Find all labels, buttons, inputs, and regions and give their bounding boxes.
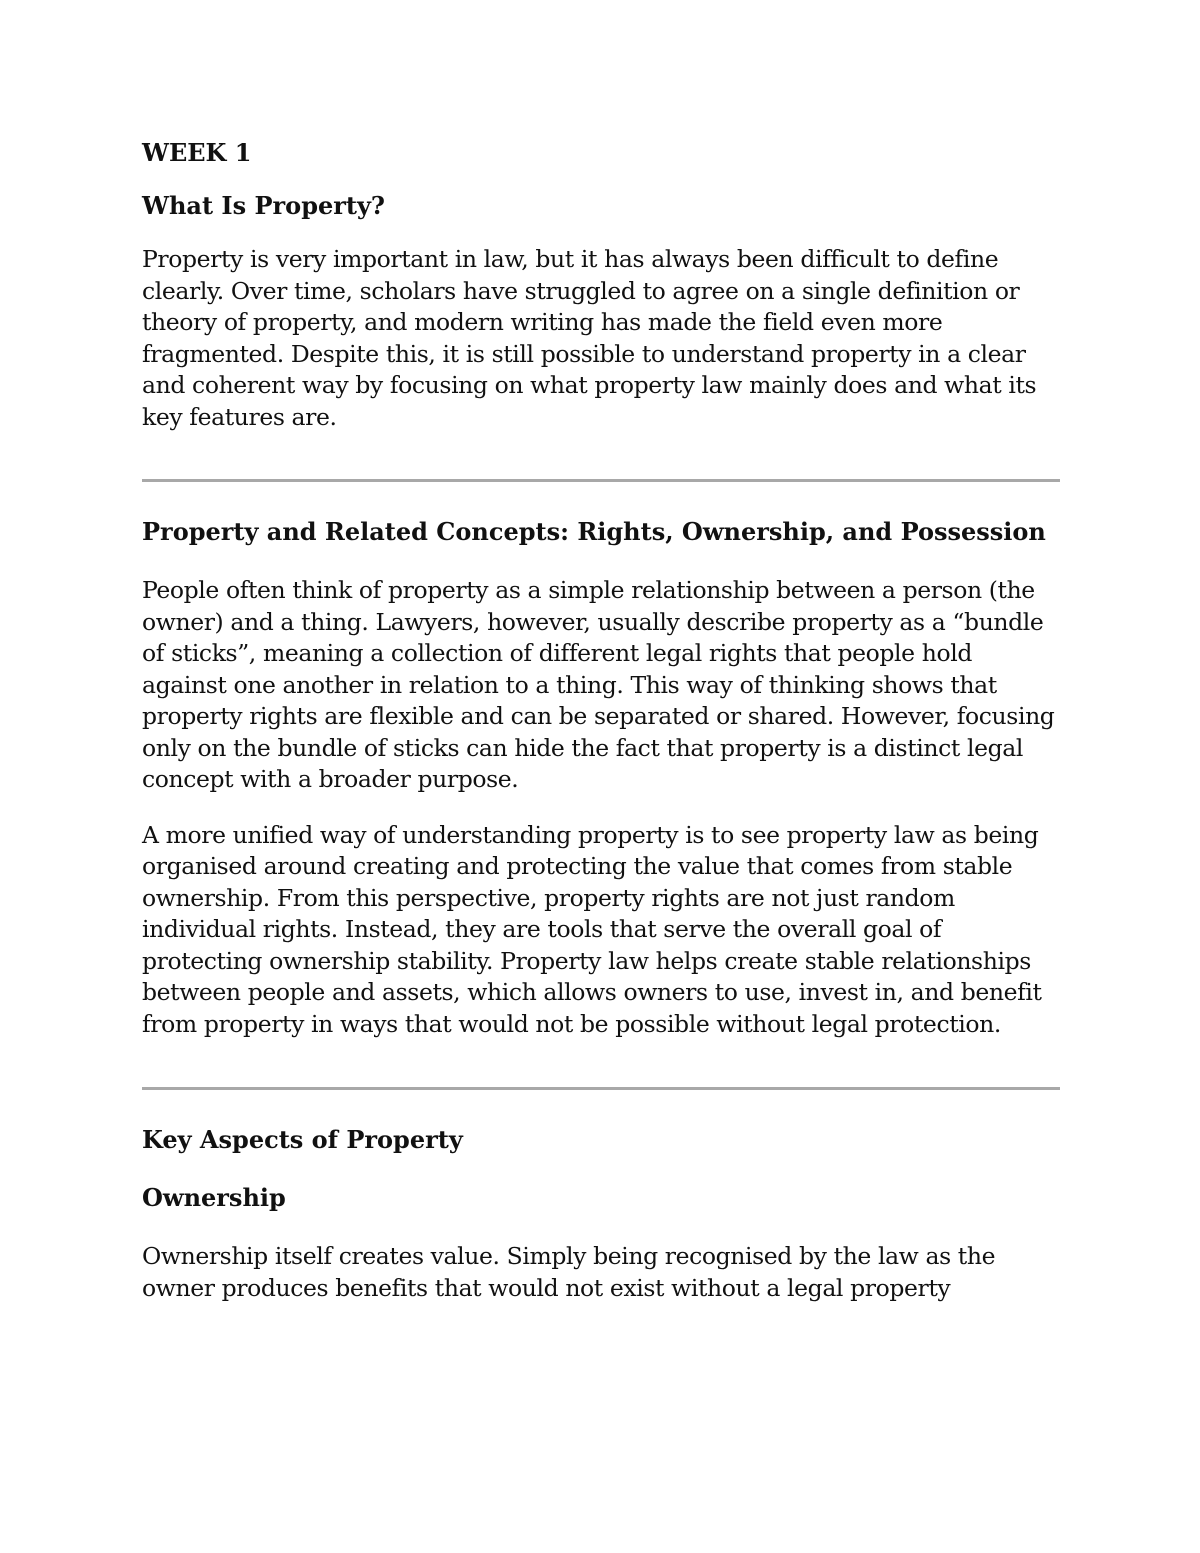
subsection-title-ownership: Ownership [142,1183,286,1212]
horizontal-divider [142,479,1060,482]
week-label: WEEK 1 [142,138,252,167]
section-title-what-is-property: What Is Property? [142,191,385,220]
paragraph-unified-view: A more unified way of understanding property is to see property law as being organised around creating and protecting the value that comes from stable ownership. From this perspective, property rights are not just random individual rights. Instead, they are tools that serve the overall goal of protecting ownership stability. Property law helps create stable relationships between people and assets, which allows owners to use, invest in, and benefit from property in ways that would not be possible without legal protection. [142,820,1042,1038]
paragraph-ownership: Ownership itself creates value. Simply being recognised by the law as the owner produces benefits that would not exist without a legal property [142,1242,996,1302]
horizontal-divider [142,1087,1060,1090]
section-title-related-concepts: Property and Related Concepts: Rights, Ownership, and Possession [142,517,1046,546]
section-title-key-aspects: Key Aspects of Property [142,1125,463,1154]
document-page [142,138,1062,1304]
paragraph-bundle-of-sticks: People often think of property as a simple relationship between a person (the owner) and a thing. Lawyers, however, usually describe property as a “bundle of sticks”, meaning a collection of different legal rights that people hold against one another in relation to a thing. This way of thinking shows that property rights are flexible and can be separated or shared. However, focusing only on the bundle of sticks can hide the fact that property is a distinct legal concept with a broader purpose. [142,576,1055,793]
paragraph-intro: Property is very important in law, but it has always been difficult to define clearly. Over time, scholars have struggled to agree on a single definition or theory of property, and modern writing has made the field even more fragmented. Despite this, it is still possible to understand property in a clear and coherent way by focusing on what property law mainly does and what its key features are. [142,245,1037,431]
